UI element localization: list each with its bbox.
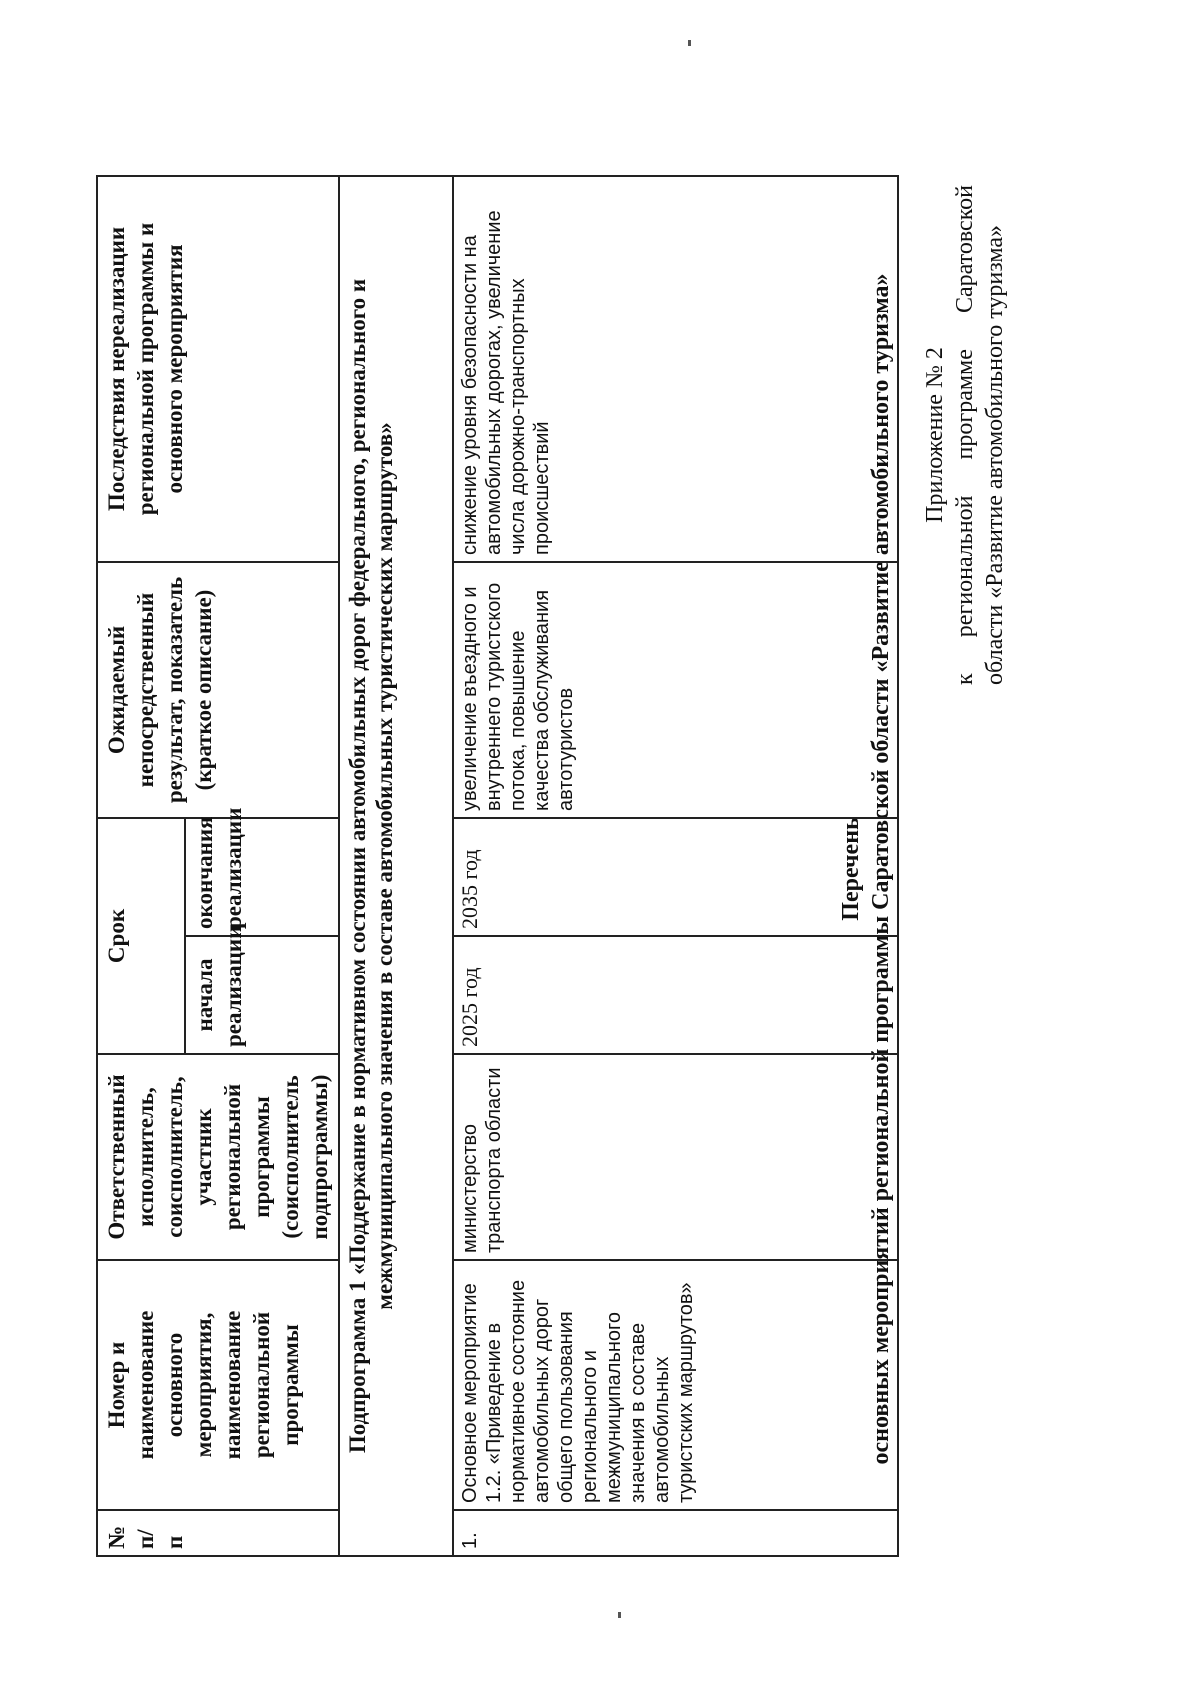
header-term-end: окончания реализации (185, 818, 339, 936)
appendix-title: Приложение № 2 (922, 347, 948, 523)
header-term: Срок (97, 818, 185, 1054)
row-name: Основное мероприятие 1.2. «Приведение в нормативное состояние автомобильных дорог общего пользования регионального и межмуниципального значения в составе автомобильных туристских маршрутов» (453, 1260, 898, 1510)
row-result: увеличение въездного и внутреннего туристского потока, повышение качества обслуживания автотуристов (453, 562, 898, 818)
title-line-2: основных мероприятий региональной программы Саратовской области «Развитие автомобильного туризма» (868, 273, 894, 1465)
header-result: Ожидаемый непосредственный результат, показатель (краткое описание) (97, 562, 339, 818)
row-executor: министерство транспорта области (453, 1054, 898, 1260)
appendix-word-program: программе (952, 349, 978, 460)
subprogram-row (339, 176, 453, 1556)
title-line-1: Перечень (838, 817, 864, 921)
header-num: № п/п (97, 1510, 339, 1556)
header-consequences: Последствия нереализации региональной программы и основного мероприятия (97, 176, 339, 562)
row-num: 1. (453, 1510, 898, 1556)
subprogram-title: Подпрограмма 1 «Поддержание в нормативном состоянии автомобильных дорог федерального, регионального и межмуниципального значения в составе автомобильных туристических маршрутов» (339, 176, 453, 1556)
table-row (453, 176, 898, 1556)
appendix-reference (950, 185, 980, 685)
row-consequences: снижение уровня безопасности на автомобильных дорогах, увеличение числа дорожно-транспортных происшествий (453, 176, 898, 562)
appendix-program-name: области «Развитие автомобильного туризма» (982, 224, 1008, 685)
appendix-word-k: к (952, 673, 978, 685)
scan-speck (688, 40, 691, 46)
appendix-note (920, 185, 1010, 685)
appendix-word-saratov: Саратовской (952, 185, 978, 314)
row-start: 2025 год (453, 936, 898, 1054)
header-name: Номер и наименование основного мероприятия, наименование региональной программы (97, 1260, 339, 1510)
appendix-word-regional: региональной (952, 495, 978, 638)
header-row-1 (97, 176, 185, 1556)
scan-speck (618, 1612, 621, 1618)
measures-table (96, 175, 899, 1557)
header-term-start: начала реализации (185, 936, 339, 1054)
header-executor: Ответственный исполнитель, соисполнитель, участник региональной программы (соисполнитель подпрограммы) (97, 1054, 339, 1260)
row-end: 2035 год (453, 818, 898, 936)
